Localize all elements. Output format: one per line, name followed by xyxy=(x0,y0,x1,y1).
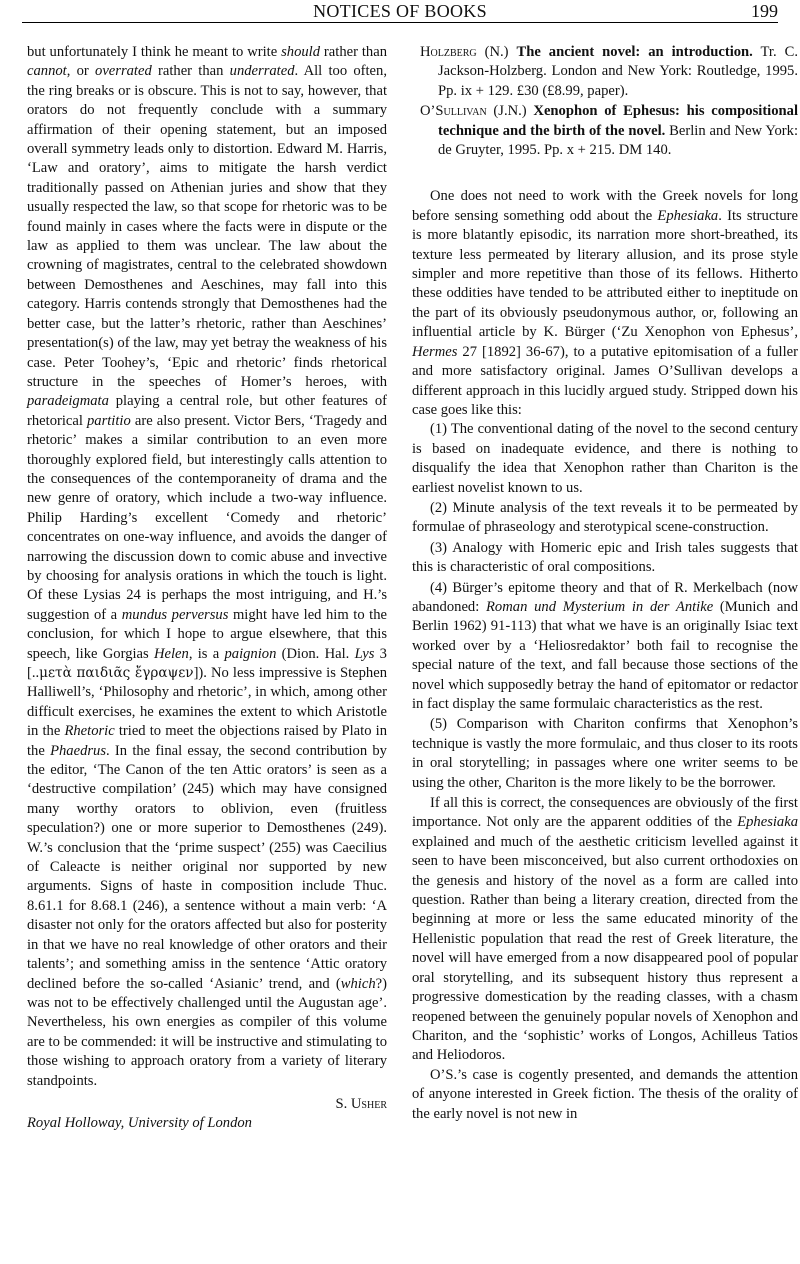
running-header xyxy=(0,0,800,24)
page-number: 199 xyxy=(751,1,778,21)
greek-quotation: μετὰ παιδιᾶς ἔγραψεν xyxy=(39,665,194,681)
running-title: NOTICES OF BOOKS xyxy=(313,1,487,21)
argument-point-2: (2) Minute analysis of the text reveals it to be permeated by formulae of phraseology and sterotypical scene-construction. xyxy=(412,499,798,536)
header-rule xyxy=(22,22,778,23)
spacer xyxy=(412,161,798,187)
assessment-paragraph: O’S.’s case is cogently presented, and demands the attention of anyone interested in Greek fiction. The thesis of the orality of the early novel is not new in xyxy=(412,1066,798,1122)
book-citation-osullivan: O’Sullivan (J.N.) Xenophon of Ephesus: his compositional technique and the birth of the novel. Berlin and New York: de Gruyter, 1995. Pp. x + 215. DM 140. xyxy=(420,103,798,159)
consequences-paragraph: If all this is correct, the consequences are obviously of the first importance. Not only are the apparent oddities of the Ephesiaka explained and much of the aesthetic criticism levelled against it seen to have been misconceived, but also current orthodoxies on the genesis and history of the novel as a form are called into question. Rather than being a literary creation, directed from the beginning at more or less the same educated minority of the Hellenistic population that read the rest of Greek literature, the novel will have emerged from a now disappeared pool of popular oral storytelling, and its subsequent history thus represent a progressive domestication by the reading classes, with a chasm reopened between the genuinely popular novels of Xenophon and Chariton, and the ‘sophistic’ works of Longos, Achilleus Tatios and Heliodoros. xyxy=(412,795,798,1064)
argument-point-4: (4) Bürger’s epitome theory and that of R. Merkelbach (now abandoned: Roman und Mysterium in der Antike (Munich and Berlin 1962) 91-113) that what we have is an originally Isiac text worked over by a ‘Heliosredaktor’ both fail to recognise the special nature of the text, and fall because those sections of the novel which supposedly betray the hand of epitomator or redactor in fact display the same formulaic characteristics as the rest. xyxy=(412,579,798,712)
reviewer-signature: S. Usher xyxy=(335,1095,387,1112)
right-column xyxy=(412,43,798,1124)
argument-point-3: (3) Analogy with Homeric epic and Irish tales suggests that this is characteristic of oral compositions. xyxy=(412,539,798,576)
review-continuation-paragraph: but unfortunately I think he meant to write should rather than cannot, or overrated rather than underrated. All too often, the ring breaks or is obscure. This is not to say, however, that orators do not frequently conclude with a summary affirmation of their opening statement, but an imposed overall symmetry leads only to distortion. Edward M. Harris, ‘Law and oratory’, aims to mitigate the harsh verdict traditionally passed on Athenian juries and show that they usually respected the law, so that scope for rhetoric was to be found mainly in cases where the facts were in dispute or the law as applied to them was unclear. The law about the crowning of magistrates, central to the celebrated showdown between Demosthenes and Aeschines, may fall into this category. Harris contends strongly that Demosthenes had the better case, but the latter’s rhetoric, rather than Aeschines’ presentation(s) of the law, may yet betray the weakness of his case. Peter Toohey’s, ‘Epic and rhetoric’ finds rhetorical structure in the speeches of Homer’s heroes, with paradeigmata playing a central role, but other features of rhetorical partitio are also present. Victor Bers, ‘Tragedy and rhetoric’ makes a similar contribution to an even more thoroughly explored field, but interestingly calls attention to the consequences of the contemporaneity of drama and the new genre of oratory, which include a two-way influence. Philip Harding’s excellent ‘Comedy and rhetoric’ concentrates on one-way influence, and avoids the danger of narrowing the discussion down to comic abuse and invective by choosing for analysis orations in which the touch is light. Of these Lysias 24 is perhaps the most intriguing, and H.’s suggestion of a mundus perversus might have led him to the conclusion, for which I hope to argue elsewhere, that this speech, like Gorgias Helen, is a paignion (Dion. Hal. Lys 3 [..μετὰ παιδιᾶς ἔγραψεν]). No less impressive is Stephen Halliwell’s, ‘Philosophy and rhetoric’, in which, among other difficult exercises, he examines the extent to which Aristotle in the Rhetoric tried to meet the objections raised by Plato in the Phaedrus. In the final essay, the second contribution by the editor, ‘The Canon of the ten Attic orators’ is seen as a ‘destructive compilation’ (245) which may have consigned many worthy orators to oblivion, even (fruitless speculation?) one or more superior to Demosthenes (249). W.’s conclusion that the ‘prime suspect’ (255) was Caecilius of Caleacte is neither original nor supported by new arguments. Signs of haste in composition include Thuc. 8.61.1 for 8.68.1 (246), a sentence without a main verb: ‘A disaster not only for the orators affected but also for posterity in that we have no real knowledge of other orators and their talents’; and something amiss in the sentence ‘Attic oratory declined before the so-called ‘Asianic’ trend, and (which?) was not to be effectively challenged until the Augustan age’. Nevertheless, his own energies as compiler of this volume are to be commended: it will be instructive and stimulating to those wishing to approach oratory from a variety of literary standpoints. xyxy=(27,44,387,1089)
left-column xyxy=(27,43,387,1134)
book-citation-holzberg: Holzberg (N.) The ancient novel: an introduction. Tr. C. Jackson-Holzberg. London and New York: Routledge, 1995. Pp. ix + 129. £30 (£8.99, paper). xyxy=(420,44,798,99)
argument-point-5: (5) Comparison with Chariton confirms that Xenophon’s technique is vastly the more formulaic, and thus closer to its roots in oral storytelling; in passages where one writer seems to be using the other, Chariton is the more likely to be the borrower. xyxy=(412,716,798,791)
argument-point-1: (1) The conventional dating of the novel to the second century is based on inadequate evidence, and there is nothing to disqualify the idea that Xenophon rather than Chariton is the earliest novelist known to us. xyxy=(412,421,798,496)
review-intro-paragraph: One does not need to work with the Greek novels for long before sensing something odd about the Ephesiaka. Its structure is more blatantly episodic, its narration more short-breathed, its texture less permeated by literary allusion, and its prose style simpler and more repetitive than those of its fellows. Hitherto these oddities have tended to be attributed either to ineptitude on the part of its obviously pseudonymous author, or, following an influential article by K. Bürger (‘Zu Xenophon von Ephesus’, Hermes 27 [1892] 36-67), to a putative epitomisation of a fuller and more satisfactory original. James O’Sullivan develops a different approach in this lucidly argued study. Stripped down his case goes like this: xyxy=(412,188,798,418)
reviewer-institution: Royal Holloway, University of London xyxy=(27,1115,252,1132)
